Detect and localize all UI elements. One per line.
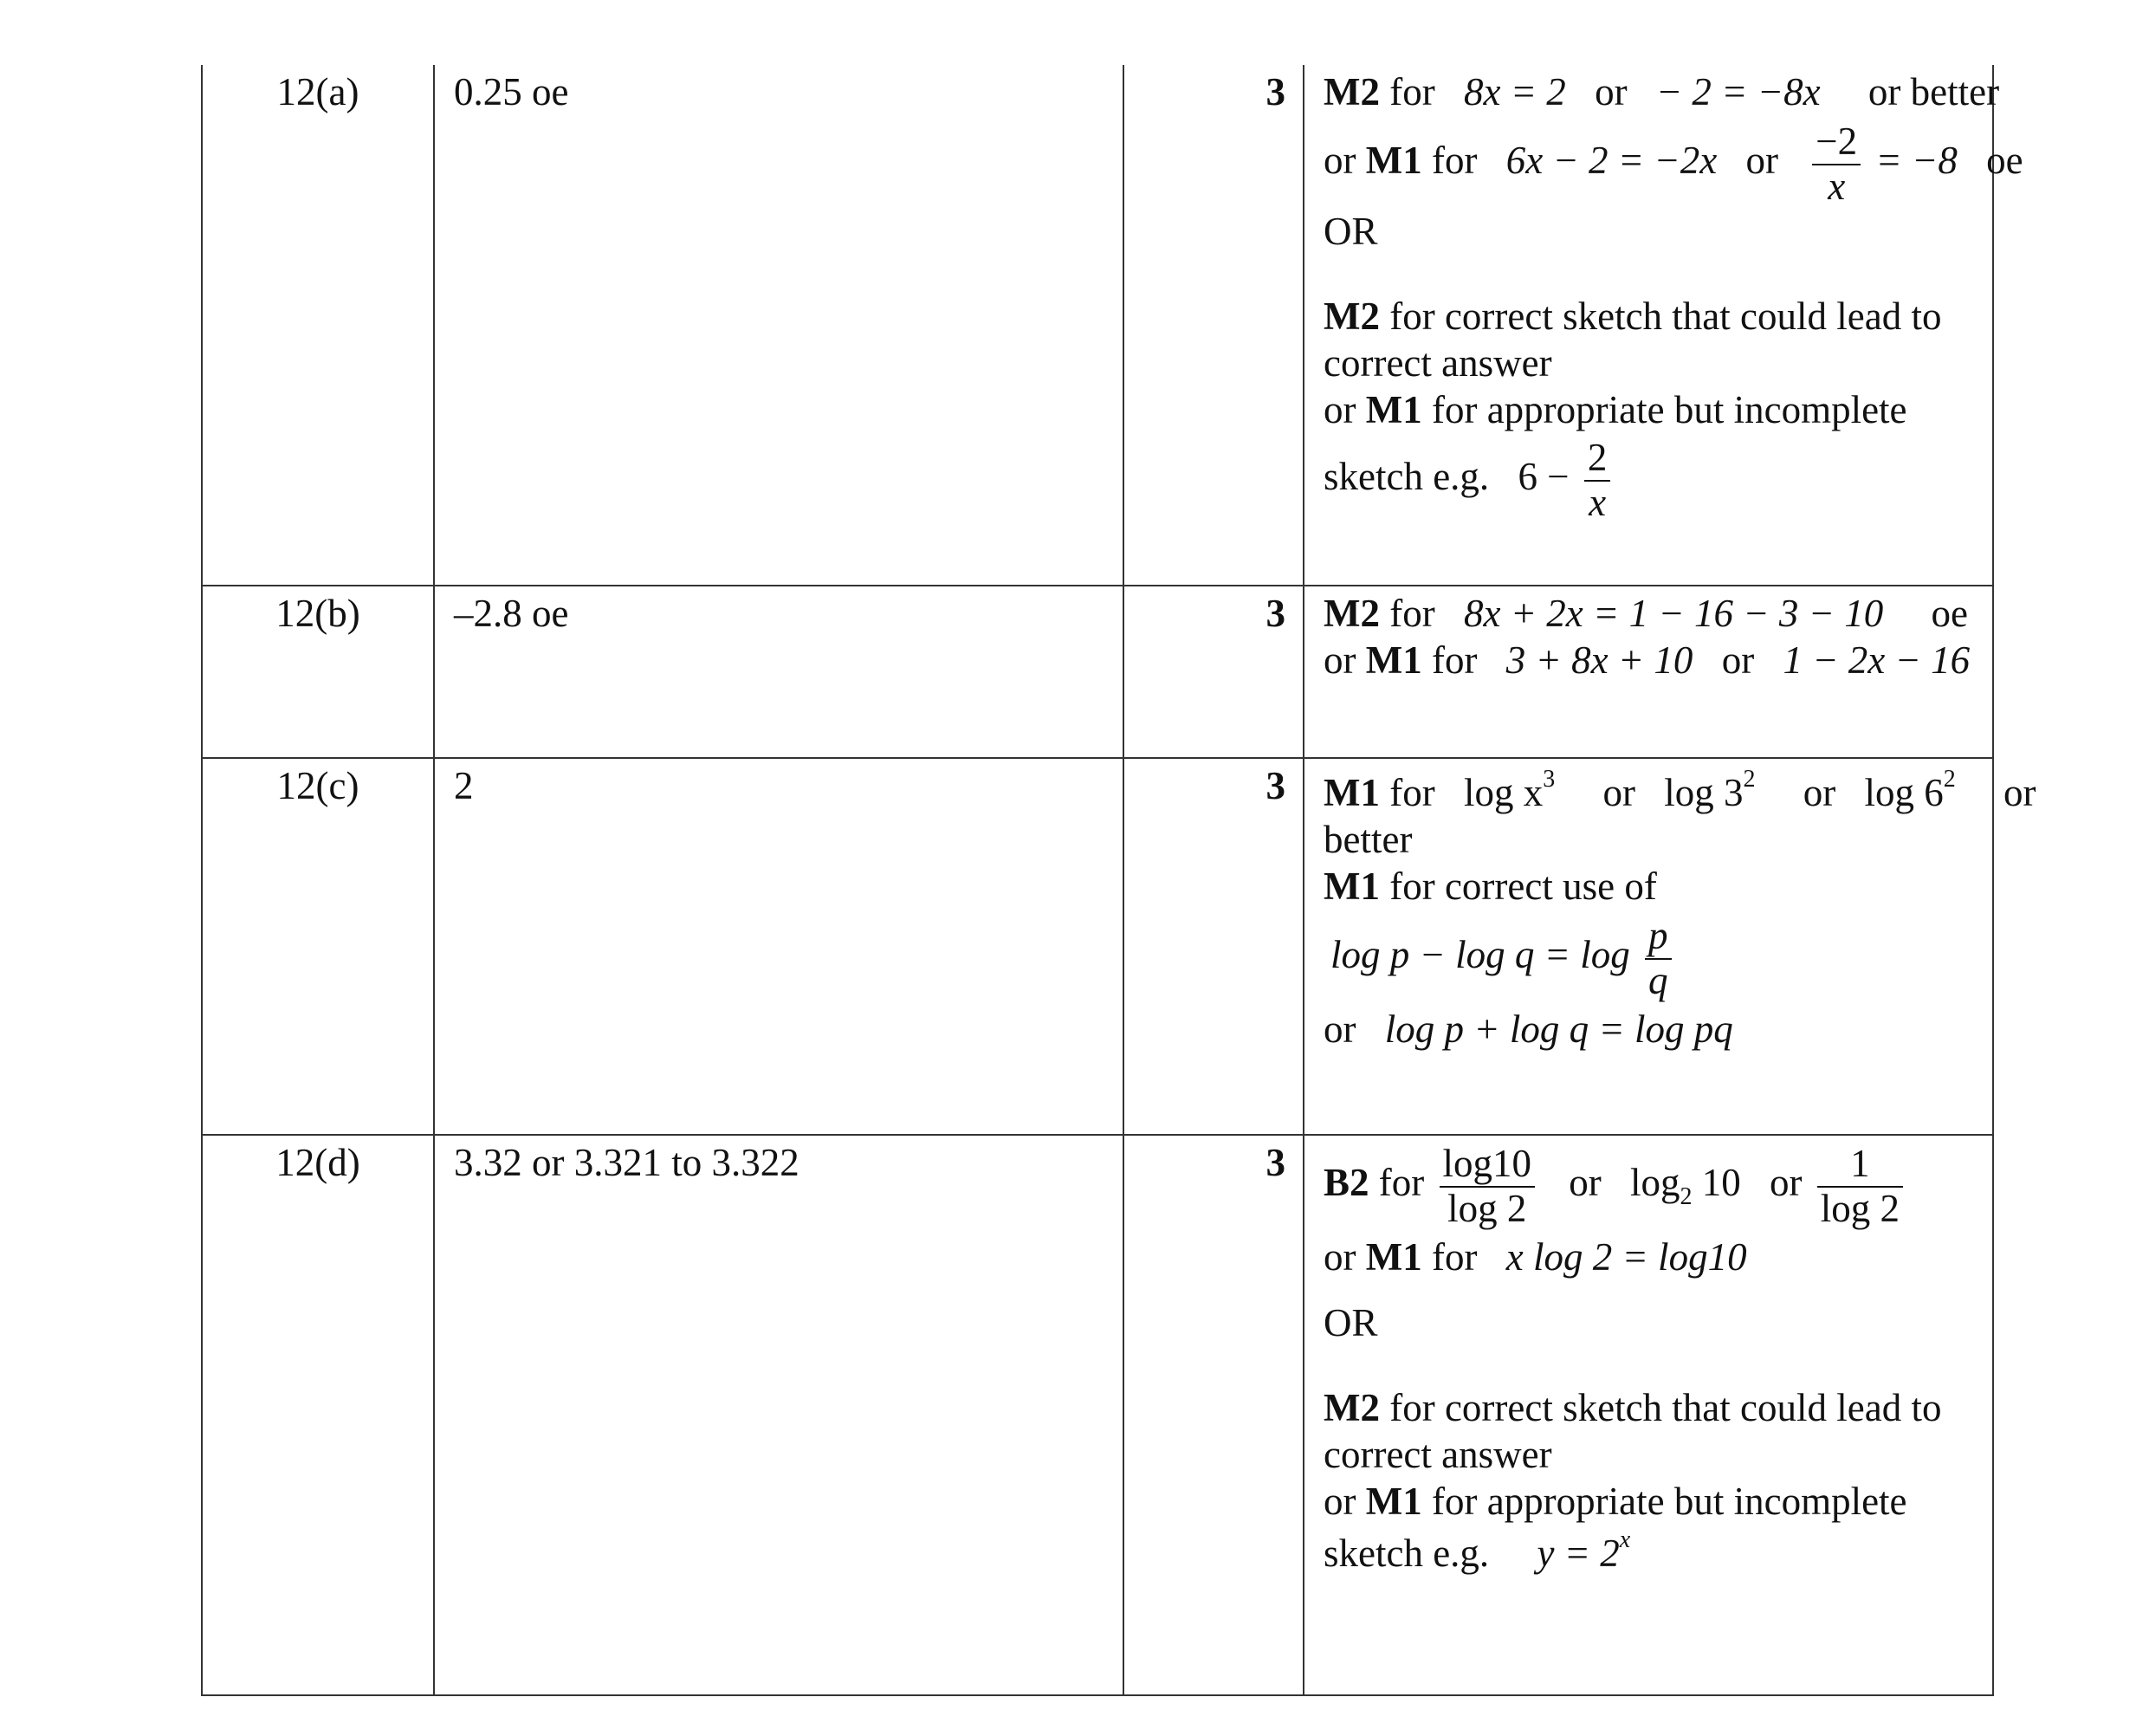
- mark-code: M2: [1324, 70, 1380, 113]
- guidance-text: or: [1324, 1007, 1356, 1051]
- guidance-line: [1324, 766, 2036, 816]
- math-expression: log 3: [1664, 771, 1744, 814]
- guidance-line: OR: [1324, 210, 1378, 253]
- guidance-text: or: [1324, 138, 1356, 182]
- answer-cell: 0.25 oe: [434, 65, 1123, 586]
- guidance-text: or: [1770, 1160, 1803, 1204]
- mark-code: M2: [1324, 592, 1380, 635]
- mark-code: M1: [1365, 638, 1422, 682]
- table-row: [202, 586, 1993, 758]
- mark-scheme-table: [201, 65, 2036, 1696]
- math-expression: 8x + 2x = 1 − 16 − 3 − 10: [1463, 592, 1884, 635]
- math-expression: 8x = 2: [1463, 70, 1566, 113]
- guidance-line: [1324, 590, 1984, 637]
- fraction: [1645, 915, 1672, 1002]
- question-number: 12(d): [202, 1135, 434, 1695]
- math-expression: 10: [1701, 1160, 1741, 1204]
- guidance-line: [1324, 1143, 1984, 1230]
- guidance-text: or: [1324, 388, 1356, 431]
- mark-code: B2: [1324, 1160, 1369, 1204]
- guidance-cell: [1304, 1135, 1993, 1695]
- guidance-text: sketch e.g.: [1324, 454, 1490, 498]
- guidance-line: [1324, 1478, 1984, 1525]
- math-expression: log: [1630, 1160, 1680, 1204]
- guidance-text: or: [1324, 1235, 1356, 1279]
- superscript: x: [1619, 1526, 1631, 1553]
- fraction-denominator: x: [1828, 164, 1846, 208]
- guidance-text: or: [1324, 638, 1356, 682]
- fraction-numerator: p: [1645, 915, 1672, 960]
- superscript: 2: [1743, 766, 1756, 793]
- mark-code: M1: [1324, 865, 1380, 908]
- question-number: 12(a): [202, 65, 434, 586]
- guidance-text: for: [1389, 592, 1435, 635]
- guidance-text: for: [1389, 771, 1435, 814]
- guidance-text: for appropriate but incomplete: [1431, 388, 1907, 431]
- fraction: [1812, 120, 1861, 208]
- guidance-text: or: [1324, 1480, 1356, 1523]
- mark-code: M1: [1324, 771, 1380, 814]
- guidance-text: for: [1431, 638, 1478, 682]
- math-expression: y = 2: [1537, 1532, 1620, 1575]
- guidance-text: for appropriate but incomplete: [1431, 1480, 1907, 1523]
- fraction-numerator: 1: [1817, 1143, 1903, 1188]
- math-expression: 1 − 2x − 16: [1783, 638, 1971, 682]
- guidance-cell: [1304, 586, 1993, 758]
- guidance-text: for correct sketch that could lead to: [1389, 1386, 1942, 1429]
- fraction-numerator: log10: [1440, 1143, 1536, 1188]
- math-expression: log p + log q = log pq: [1384, 1007, 1733, 1051]
- math-expression: 6x − 2 = −2x: [1505, 138, 1718, 182]
- guidance-line: [1324, 1384, 1984, 1431]
- superscript: 3: [1543, 766, 1556, 793]
- math-expression: log p − log q = log: [1330, 932, 1630, 976]
- guidance-cell: [1304, 758, 2036, 1135]
- fraction-denominator: log 2: [1447, 1186, 1527, 1230]
- guidance-line: OR: [1324, 1301, 1378, 1344]
- marks-cell: 3: [1123, 65, 1304, 586]
- guidance-line: [1324, 120, 2023, 208]
- superscript: 2: [1943, 766, 1956, 793]
- guidance-line: [1324, 863, 1984, 910]
- guidance-text: or better: [1867, 70, 2000, 113]
- guidance-text: or: [2003, 771, 2036, 814]
- fraction-denominator: q: [1648, 958, 1668, 1002]
- question-number: 12(c): [202, 758, 434, 1135]
- guidance-line: [1324, 386, 1984, 433]
- guidance-text: for: [1431, 1235, 1478, 1279]
- math-expression: 3 + 8x + 10: [1505, 638, 1693, 682]
- guidance-line: [1324, 1526, 1984, 1577]
- guidance-text: or: [1569, 1160, 1602, 1204]
- guidance-text: or: [1602, 771, 1635, 814]
- mark-code: M1: [1365, 1480, 1422, 1523]
- guidance-line: [1324, 68, 2000, 115]
- fraction-denominator: x: [1589, 480, 1607, 524]
- math-expression: log 6: [1864, 771, 1944, 814]
- fraction: [1440, 1143, 1536, 1230]
- guidance-line: [1324, 293, 1984, 340]
- guidance-cell: [1304, 65, 2023, 586]
- table-row: [202, 65, 1993, 586]
- mark-scheme-sheet: [201, 65, 2036, 1681]
- math-expression: x log 2 = log10: [1505, 1235, 1747, 1279]
- guidance-text: for: [1378, 1160, 1425, 1204]
- marks-cell: 3: [1123, 1135, 1304, 1695]
- fraction-numerator: −2: [1812, 120, 1861, 165]
- answer-cell: 3.32 or 3.321 to 3.322: [434, 1135, 1123, 1695]
- subscript: 2: [1680, 1182, 1693, 1210]
- answer-cell: 2: [434, 758, 1123, 1135]
- guidance-line: correct answer: [1324, 1433, 1552, 1476]
- mark-code: M1: [1365, 388, 1422, 431]
- math-expression: log x: [1463, 771, 1544, 814]
- marks-cell: 3: [1123, 586, 1304, 758]
- mark-code: M2: [1324, 295, 1380, 338]
- fraction-denominator: log 2: [1820, 1186, 1900, 1230]
- answer-cell: –2.8 oe: [434, 586, 1123, 758]
- question-number: 12(b): [202, 586, 434, 758]
- guidance-text: for correct sketch that could lead to: [1389, 295, 1942, 338]
- mark-code: M1: [1365, 1235, 1422, 1279]
- guidance-text: or: [1595, 70, 1628, 113]
- table-row: [202, 1135, 1993, 1695]
- math-expression: − 2 = −8x: [1655, 70, 1821, 113]
- guidance-text: or: [1721, 638, 1755, 682]
- fraction-numerator: 2: [1584, 437, 1611, 482]
- mark-code: M1: [1365, 138, 1422, 182]
- guidance-line: [1324, 915, 1984, 1002]
- table-row: [202, 758, 1993, 1135]
- math-expression: 6 −: [1518, 454, 1570, 498]
- guidance-line: [1324, 1006, 1984, 1053]
- fraction: [1817, 1143, 1903, 1230]
- guidance-line: better: [1324, 818, 1413, 861]
- guidance-text: for: [1431, 138, 1478, 182]
- guidance-line: [1324, 637, 1984, 683]
- mark-code: M2: [1324, 1386, 1380, 1429]
- math-expression: = −8: [1875, 138, 1958, 182]
- guidance-text: oe: [1931, 592, 1968, 635]
- guidance-text: for: [1389, 70, 1435, 113]
- guidance-text: for correct use of: [1389, 865, 1657, 908]
- fraction: [1584, 437, 1611, 524]
- marks-cell: 3: [1123, 758, 1304, 1135]
- guidance-text: sketch e.g.: [1324, 1532, 1490, 1575]
- guidance-line: correct answer: [1324, 341, 1552, 385]
- guidance-line: [1324, 1234, 1984, 1280]
- guidance-text: or: [1803, 771, 1836, 814]
- guidance-text: oe: [1986, 138, 2023, 182]
- guidance-line: [1324, 437, 1984, 524]
- guidance-text: or: [1745, 138, 1779, 182]
